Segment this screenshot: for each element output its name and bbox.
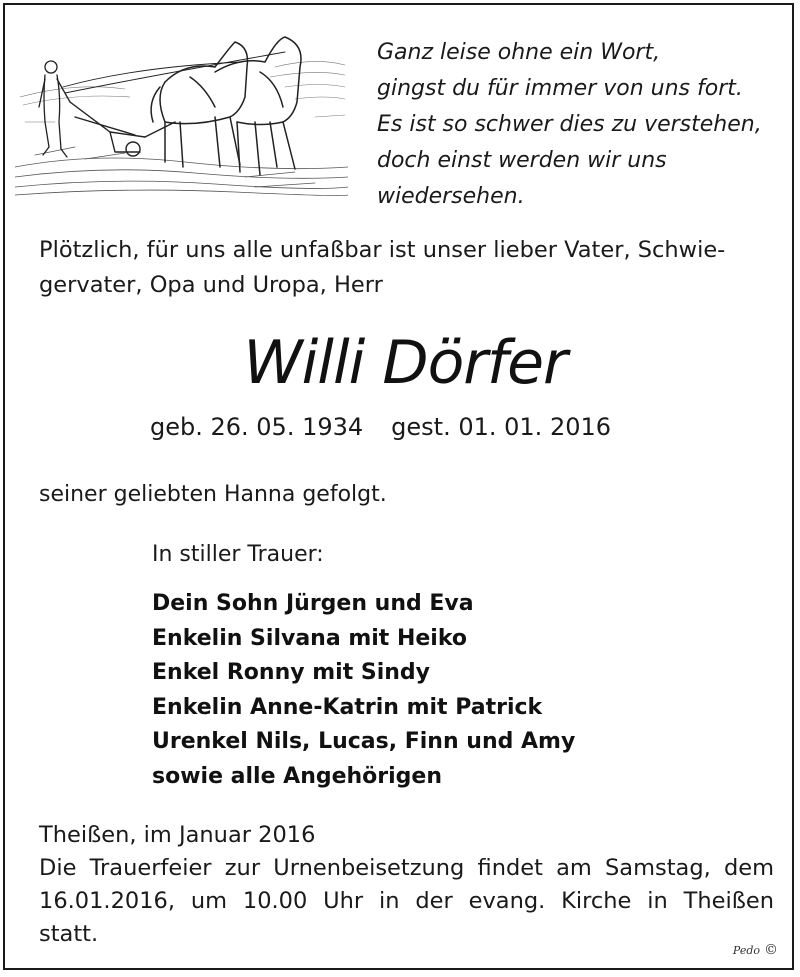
intro-line: Plötzlich, für uns alle unfaßbar ist unser lieber Vater, Schwie- <box>39 237 726 263</box>
mourner-entry: Enkelin Silvana mit Heiko <box>152 625 468 651</box>
poem-line: Ganz leise ohne ein Wort, <box>377 40 661 65</box>
poem-line: doch einst werden wir uns <box>377 148 667 173</box>
funeral-details <box>39 819 774 951</box>
intro-line: gervater, Opa und Uropa, Herr <box>39 272 383 298</box>
publisher-signature <box>733 942 778 958</box>
mourner-entry: Enkel Ronny mit Sindy <box>152 660 431 685</box>
copyright-icon: © <box>764 942 778 958</box>
mourning-label: In stiller Trauer: <box>152 542 324 567</box>
poem-line: Es ist so schwer dies zu verstehen, <box>377 112 762 137</box>
signature-text: Pedo <box>732 944 760 957</box>
deceased-name: Willi Dörfer <box>243 328 567 398</box>
mourner-entry: Dein Sohn Jürgen und Eva <box>152 591 474 616</box>
funeral-line: 16.01.2016, um 10.00 Uhr in der evang. Kirche in Theißen <box>39 888 774 914</box>
mourner-entry: Enkelin Anne-Katrin mit Patrick <box>152 694 543 720</box>
poem-line: wiedersehen. <box>377 184 525 209</box>
funeral-line: Die Trauerfeier zur Urnenbeisetzung findet am Samstag, dem <box>39 855 774 881</box>
mourner-entry: Urenkel Nils, Lucas, Finn und Amy <box>152 729 576 754</box>
obituary-frame <box>3 3 794 970</box>
followed-text: seiner geliebten Hanna gefolgt. <box>39 482 387 507</box>
plowing-horses-illustration <box>15 27 348 197</box>
death-date: gest. 01. 01. 2016 <box>391 413 612 441</box>
poem-line: gingst du für immer von uns fort. <box>377 76 743 101</box>
place-date: Theißen, im Januar 2016 <box>39 822 316 848</box>
mourner-entry: sowie alle Angehörigen <box>152 763 443 789</box>
memorial-poem <box>377 35 787 215</box>
birth-date: geb. 26. 05. 1934 <box>150 413 364 441</box>
funeral-line: statt. <box>39 921 99 947</box>
mourners-list <box>152 587 575 794</box>
intro-text <box>39 233 774 303</box>
life-dates <box>150 409 690 445</box>
